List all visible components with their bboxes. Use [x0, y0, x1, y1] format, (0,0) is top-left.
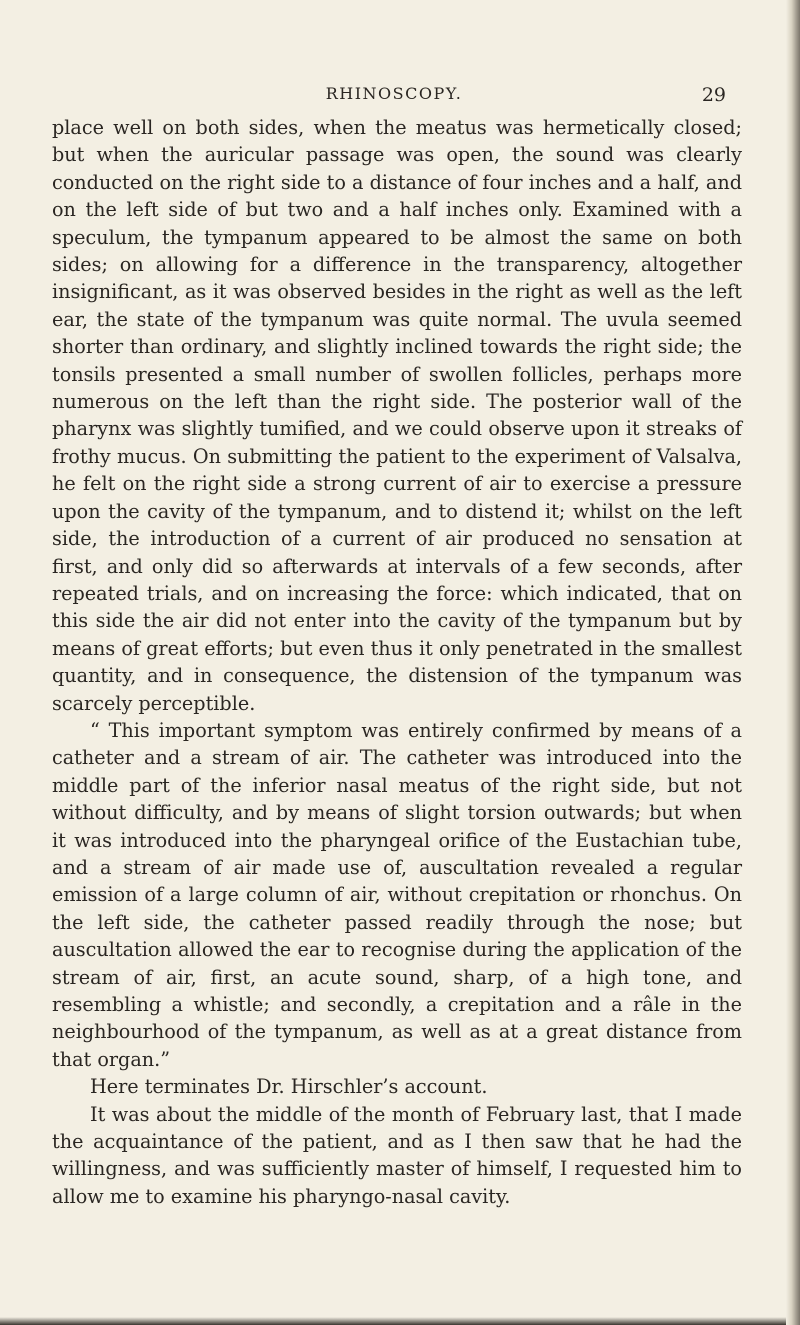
paragraph-catheter-confirmation: “ This important symptom was entirely confirmed by means of a catheter and a stream of air. The catheter was introduced into the middle part of the inferior nasal meatus of the right side, but not without difficulty, and by means of slight torsion outwards; but when it was introduced into the pharyngeal orifice of the Eustachian tube, and a stream of air made use of, auscultation revealed a regular emission of a large column of air, without crepitation or rhonchus. On the left side, the catheter passed readily through the nose; but auscultation allowed the ear to recognise during the application of the stream of air, first, an acute sound, sharp, of a high tone, and resembling a whistle; and secondly, a crepitation and a râle in the neighbourhood of the tympanum, as well as at a great distance from that organ.”: [52, 718, 742, 1071]
paragraph-valsalva-experiment: place well on both sides, when the meatus was hermetically closed; but when the auricular passage was open, the sound was clearly conducted on the right side to a distance of four inches and a half, and on the left side of but two and a half inches only. Examined with a speculum, the tympanum appeared to be almost the same on both sides; on allowing for a difference in the transparency, altogether insignificant, as it was observed besides in the right as well as the left ear, the state of the tympanum was quite normal. The uvula seemed shorter than ordinary, and slightly inclined towards the right side; the tonsils presented a small number of swollen follicles, perhaps more numerous on the left than the right side. The posterior wall of the pharynx was slightly tumified, and we could observe upon it streaks of frothy mucus. On submitting the patient to the experiment of Valsalva, he felt on the right side a strong current of air to exercise a pressure upon the cavity of the tympanum, and to distend it; whilst on the left side, the introduction of a current of air produced no sensation at first, and only did so afterwards at intervals of a few seconds, after repeated trials, and on increasing the force: which indicated, that on this side the air did not enter into the cavity of the tympanum but by means of great efforts; but even thus it only penetrated in the smallest quantity, and in consequence, the distension of the tympanum was scarcely perceptible.: [52, 116, 742, 715]
page-number: 29: [701, 84, 726, 106]
body-text: [52, 114, 742, 1210]
page-header: [62, 84, 726, 110]
scan-bottom-edge: [0, 1317, 800, 1325]
paragraph-acquaintance: It was about the middle of the month of February last, that I made the acquaintance of the patient, and as I then saw that he had the willingness, and was sufficiently master of himself, I requested him to allow me to examine his pharyngo-nasal cavity.: [52, 1102, 742, 1208]
paragraph-account-end: Here terminates Dr. Hirschler’s account.: [90, 1075, 488, 1099]
running-head: RHINOSCOPY.: [325, 84, 463, 103]
